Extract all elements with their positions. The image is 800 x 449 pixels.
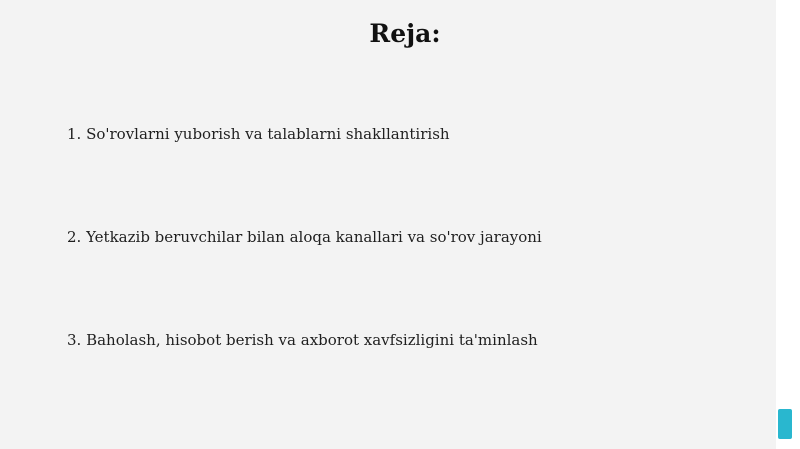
plan-item-3: 3. Baholash, hisobot berish va axborot xavfsizligini ta'minlash [67, 331, 538, 349]
plan-item-2: 2. Yetkazib beruvchilar bilan aloqa kanallari va so'rov jarayoni [67, 228, 542, 246]
scrollbar-thumb[interactable] [778, 409, 792, 439]
scrollbar-track[interactable] [776, 0, 800, 449]
plan-item-1: 1. So'rovlarni yuborish va talablarni shakllantirish [67, 125, 450, 143]
slide-title: Reja: [369, 19, 441, 48]
